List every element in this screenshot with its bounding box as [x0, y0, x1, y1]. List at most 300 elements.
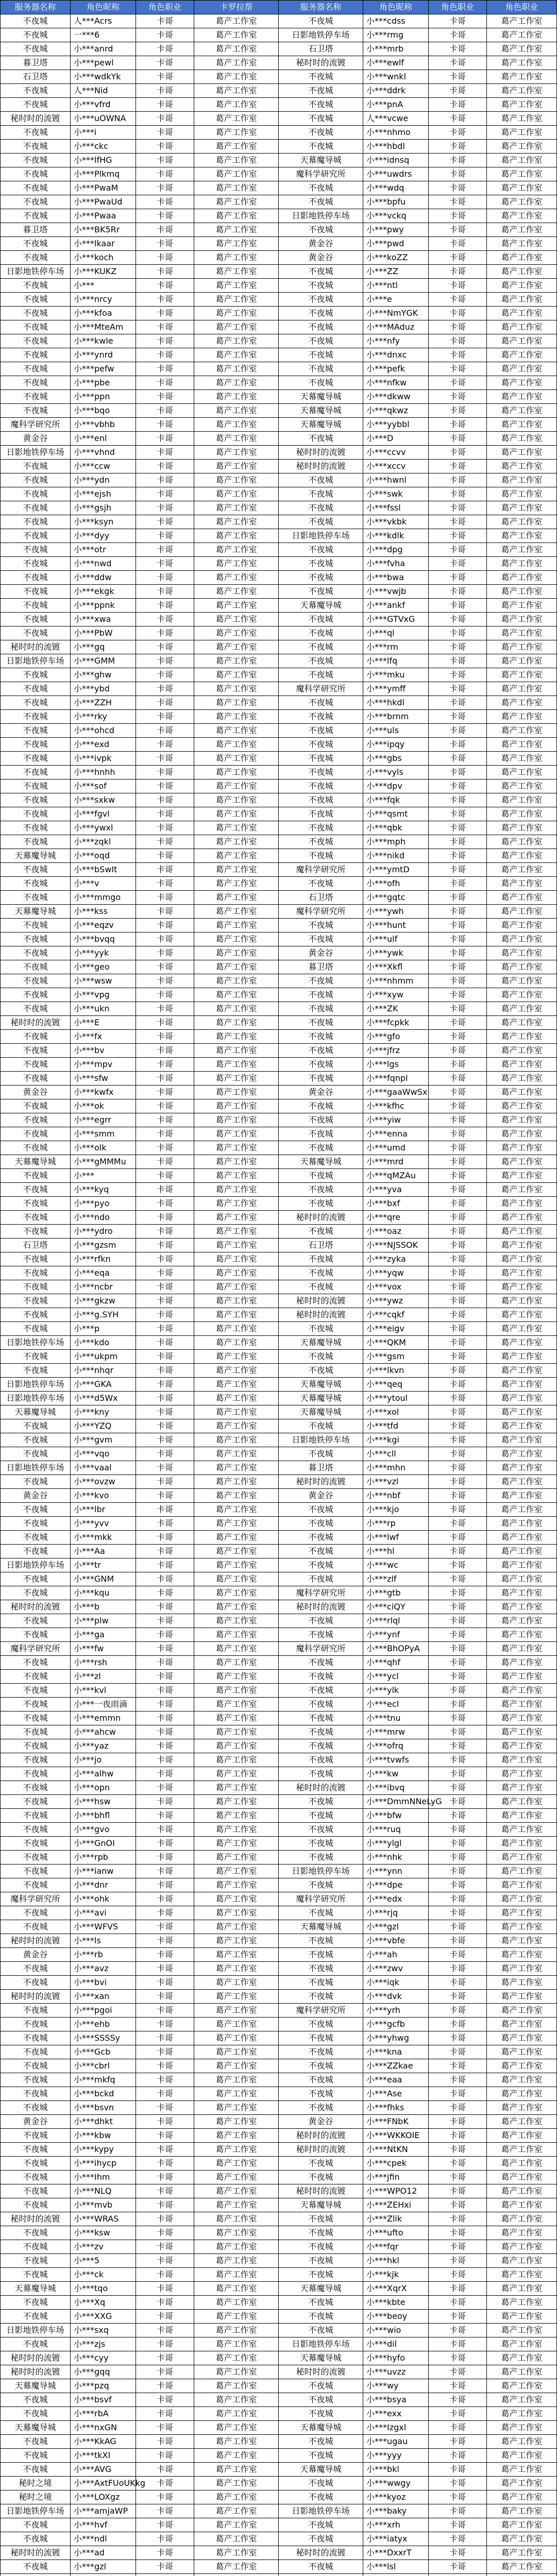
cell-guild-right[interactable]: 葛产工作室 [487, 251, 557, 265]
cell-class-right[interactable]: 卡哥 [429, 1545, 487, 1558]
cell-guild[interactable]: 葛产工作室 [194, 70, 279, 84]
cell-guild-right[interactable]: 葛产工作室 [487, 946, 557, 960]
cell-nickname-right[interactable]: 小***vwjb [363, 585, 429, 599]
cell-nickname[interactable]: 小***KUKZ [71, 265, 136, 279]
cell-nickname-right[interactable]: 小***ycl [363, 1670, 429, 1684]
cell-class[interactable]: 卡哥 [136, 2171, 194, 2184]
cell-server[interactable]: 不夜城 [1, 2435, 71, 2449]
cell-server-right[interactable]: 天幕魔导城 [279, 1378, 363, 1392]
cell-class[interactable]: 卡哥 [136, 988, 194, 1002]
cell-server-right[interactable]: 不夜城 [279, 2296, 363, 2310]
cell-guild[interactable]: 葛产工作室 [194, 2337, 279, 2351]
cell-guild-right[interactable]: 葛产工作室 [487, 279, 557, 293]
cell-server-right[interactable]: 不夜城 [279, 126, 363, 140]
cell-nickname[interactable]: 小***hnhh [71, 766, 136, 779]
cell-server[interactable]: 不夜城 [1, 2226, 71, 2240]
cell-nickname[interactable]: 小***gsjh [71, 501, 136, 515]
cell-guild-right[interactable]: 葛产工作室 [487, 1976, 557, 1990]
cell-class[interactable]: 卡哥 [136, 626, 194, 640]
cell-server[interactable]: 不夜城 [1, 501, 71, 515]
cell-server-right[interactable]: 不夜城 [279, 1837, 363, 1851]
cell-class-right[interactable]: 卡哥 [429, 1364, 487, 1378]
cell-server[interactable]: 不夜城 [1, 209, 71, 223]
cell-guild-right[interactable]: 葛产工作室 [487, 1711, 557, 1725]
cell-class[interactable]: 卡哥 [136, 2018, 194, 2031]
cell-guild[interactable]: 葛产工作室 [194, 334, 279, 348]
col-header-class-2[interactable]: 角色职业 [429, 1, 487, 14]
cell-class[interactable]: 卡哥 [136, 1405, 194, 1419]
cell-guild[interactable]: 葛产工作室 [194, 1475, 279, 1489]
cell-class[interactable]: 卡哥 [136, 2337, 194, 2351]
cell-class-right[interactable]: 卡哥 [429, 654, 487, 668]
cell-nickname[interactable]: 小***ndl [71, 2532, 136, 2546]
cell-nickname-right[interactable]: 小***NJSSOK [363, 1239, 429, 1252]
cell-nickname[interactable]: 小***egrr [71, 1113, 136, 1127]
cell-guild[interactable]: 葛产工作室 [194, 1642, 279, 1656]
cell-guild[interactable]: 葛产工作室 [194, 821, 279, 835]
cell-server-right[interactable]: 不夜城 [279, 487, 363, 501]
cell-class[interactable]: 卡哥 [136, 1865, 194, 1878]
cell-nickname[interactable]: 小***ZZH [71, 696, 136, 710]
cell-nickname-right[interactable]: 小***dpg [363, 543, 429, 557]
cell-class[interactable]: 卡哥 [136, 2254, 194, 2268]
cell-class-right[interactable]: 卡哥 [429, 1002, 487, 1016]
cell-guild-right[interactable]: 葛产工作室 [487, 1183, 557, 1197]
cell-class-right[interactable]: 卡哥 [429, 2240, 487, 2254]
cell-nickname[interactable]: 小***bckd [71, 2087, 136, 2101]
cell-class-right[interactable]: 卡哥 [429, 1976, 487, 1990]
cell-class[interactable]: 卡哥 [136, 2282, 194, 2296]
cell-server-right[interactable]: 不夜城 [279, 1252, 363, 1266]
cell-nickname-right[interactable]: 小***vckq [363, 209, 429, 223]
cell-nickname[interactable]: 小***bqo [71, 404, 136, 418]
cell-nickname-right[interactable]: 小***nbf [363, 1489, 429, 1503]
cell-guild-right[interactable]: 葛产工作室 [487, 2171, 557, 2184]
cell-guild[interactable]: 葛产工作室 [194, 2449, 279, 2463]
cell-server[interactable]: 暮卫塔 [1, 223, 71, 237]
cell-guild[interactable]: 葛产工作室 [194, 2310, 279, 2324]
cell-class-right[interactable]: 卡哥 [429, 863, 487, 877]
cell-nickname[interactable]: 小***vaal [71, 1461, 136, 1475]
cell-guild-right[interactable]: 葛产工作室 [487, 696, 557, 710]
cell-server-right[interactable]: 秘时时的流镀 [279, 1308, 363, 1322]
cell-server[interactable]: 不夜城 [1, 1169, 71, 1183]
cell-guild-right[interactable]: 葛产工作室 [487, 1948, 557, 1962]
cell-guild-right[interactable]: 葛产工作室 [487, 1642, 557, 1656]
cell-server[interactable]: 不夜城 [1, 2296, 71, 2310]
cell-nickname-right[interactable]: 小***brnm [363, 710, 429, 724]
cell-server-right[interactable]: 不夜城 [279, 696, 363, 710]
cell-nickname-right[interactable]: 小***baky [363, 2504, 429, 2518]
cell-server-right[interactable]: 秘时时的流镀 [279, 1475, 363, 1489]
cell-class[interactable]: 卡哥 [136, 1225, 194, 1239]
cell-guild[interactable] [194, 2574, 279, 2576]
cell-guild-right[interactable]: 葛产工作室 [487, 1364, 557, 1378]
cell-server-right[interactable]: 不夜城 [279, 376, 363, 390]
col-header-server-1[interactable]: 服务器名称 [1, 1, 71, 14]
cell-nickname-right[interactable]: 小***iatyx [363, 2532, 429, 2546]
cell-guild-right[interactable]: 葛产工作室 [487, 2282, 557, 2296]
cell-nickname-right[interactable]: 小***nfy [363, 334, 429, 348]
cell-server[interactable]: 不夜城 [1, 1614, 71, 1628]
cell-server-right[interactable]: 不夜城 [279, 1113, 363, 1127]
cell-guild[interactable]: 葛产工作室 [194, 515, 279, 529]
cell-server[interactable]: 不夜城 [1, 320, 71, 334]
cell-nickname-right[interactable]: 小***lkvn [363, 1364, 429, 1378]
cell-server-right[interactable]: 石卫塔 [279, 42, 363, 56]
cell-class-right[interactable]: 卡哥 [429, 1767, 487, 1781]
cell-server[interactable]: 不夜城 [1, 571, 71, 585]
cell-server-right[interactable]: 不夜城 [279, 2031, 363, 2045]
cell-server[interactable]: 魔科学研究所 [1, 1642, 71, 1656]
cell-class-right[interactable]: 卡哥 [429, 209, 487, 223]
cell-server-right[interactable]: 不夜城 [279, 2560, 363, 2574]
cell-nickname[interactable]: 小***alhw [71, 1767, 136, 1781]
cell-guild-right[interactable]: 葛产工作室 [487, 821, 557, 835]
cell-server-right[interactable]: 不夜城 [279, 1503, 363, 1517]
cell-class-right[interactable]: 卡哥 [429, 1558, 487, 1572]
cell-nickname-right[interactable]: 小***vbfe [363, 1934, 429, 1948]
cell-nickname-right[interactable]: 小***ofh [363, 877, 429, 891]
cell-class-right[interactable]: 卡哥 [429, 251, 487, 265]
cell-server[interactable]: 不夜城 [1, 1725, 71, 1739]
cell-nickname[interactable]: 小***tr [71, 1558, 136, 1572]
cell-class-right[interactable]: 卡哥 [429, 1517, 487, 1531]
cell-guild[interactable]: 葛产工作室 [194, 696, 279, 710]
cell-server[interactable]: 不夜城 [1, 919, 71, 933]
cell-server[interactable]: 不夜城 [1, 613, 71, 626]
cell-server-right[interactable]: 不夜城 [279, 1141, 363, 1155]
cell-guild-right[interactable]: 葛产工作室 [487, 2351, 557, 2365]
cell-server[interactable]: 不夜城 [1, 2045, 71, 2059]
cell-guild[interactable]: 葛产工作室 [194, 1753, 279, 1767]
cell-nickname-right[interactable]: 小***D [363, 432, 429, 446]
cell-guild[interactable]: 葛产工作室 [194, 1558, 279, 1572]
cell-server-right[interactable]: 不夜城 [279, 2254, 363, 2268]
cell-server[interactable]: 不夜城 [1, 1920, 71, 1934]
cell-guild-right[interactable]: 葛产工作室 [487, 265, 557, 279]
cell-nickname-right[interactable]: 小***XqrX [363, 2282, 429, 2296]
cell-guild[interactable]: 葛产工作室 [194, 571, 279, 585]
cell-class-right[interactable]: 卡哥 [429, 2365, 487, 2379]
cell-nickname-right[interactable]: 小***BhOPyA [363, 1642, 429, 1656]
cell-class[interactable]: 卡哥 [136, 682, 194, 696]
cell-class-right[interactable]: 卡哥 [429, 2212, 487, 2226]
cell-class[interactable]: 卡哥 [136, 1016, 194, 1030]
cell-class-right[interactable]: 卡哥 [429, 571, 487, 585]
cell-nickname-right[interactable]: 小***qbk [363, 821, 429, 835]
cell-nickname-right[interactable]: 小***mph [363, 835, 429, 849]
cell-guild-right[interactable]: 葛产工作室 [487, 654, 557, 668]
cell-nickname[interactable]: 小***nrcy [71, 293, 136, 307]
cell-nickname-right[interactable]: 小***bfw [363, 1809, 429, 1823]
cell-guild-right[interactable]: 葛产工作室 [487, 404, 557, 418]
cell-guild[interactable]: 葛产工作室 [194, 1865, 279, 1878]
cell-guild[interactable]: 葛产工作室 [194, 1350, 279, 1364]
cell-guild-right[interactable]: 葛产工作室 [487, 362, 557, 376]
cell-server-right[interactable]: 不夜城 [279, 710, 363, 724]
cell-guild-right[interactable]: 葛产工作室 [487, 779, 557, 793]
cell-server[interactable]: 不夜城 [1, 1294, 71, 1308]
cell-server[interactable]: 不夜城 [1, 1684, 71, 1698]
cell-guild-right[interactable]: 葛产工作室 [487, 1211, 557, 1225]
cell-guild[interactable]: 葛产工作室 [194, 1447, 279, 1461]
cell-server-right[interactable]: 不夜城 [279, 1795, 363, 1809]
cell-server[interactable]: 不夜城 [1, 1141, 71, 1155]
cell-guild-right[interactable]: 葛产工作室 [487, 2337, 557, 2351]
cell-class-right[interactable]: 卡哥 [429, 793, 487, 807]
cell-nickname[interactable]: 小***sfw [71, 1072, 136, 1086]
cell-server[interactable]: 不夜城 [1, 376, 71, 390]
cell-nickname-right[interactable]: 小***Zlik [363, 2212, 429, 2226]
cell-server-right[interactable]: 魔科学研究所 [279, 167, 363, 181]
cell-server-right[interactable]: 秘时时的流镀 [279, 2143, 363, 2157]
cell-nickname-right[interactable]: 小***bpfu [363, 195, 429, 209]
cell-guild-right[interactable]: 葛产工作室 [487, 446, 557, 460]
cell-nickname[interactable]: 小***wdkYk [71, 70, 136, 84]
cell-guild[interactable]: 葛产工作室 [194, 2198, 279, 2212]
cell-guild[interactable]: 葛产工作室 [194, 251, 279, 265]
cell-class-right[interactable]: 卡哥 [429, 1169, 487, 1183]
cell-server-right[interactable]: 不夜城 [279, 1322, 363, 1336]
cell-server[interactable]: 秘时时的流镀 [1, 1990, 71, 2004]
cell-server[interactable]: 不夜城 [1, 1072, 71, 1086]
cell-server-right[interactable]: 不夜城 [279, 2393, 363, 2407]
cell-guild[interactable]: 葛产工作室 [194, 1837, 279, 1851]
cell-guild-right[interactable]: 葛产工作室 [487, 1614, 557, 1628]
cell-server[interactable]: 不夜城 [1, 557, 71, 571]
cell-nickname-right[interactable]: 小***ylgl [363, 1837, 429, 1851]
cell-server-right[interactable]: 不夜城 [279, 2435, 363, 2449]
cell-server-right[interactable]: 黄金谷 [279, 1086, 363, 1099]
cell-server[interactable]: 不夜城 [1, 1656, 71, 1670]
cell-class-right[interactable]: 卡哥 [429, 1781, 487, 1795]
cell-nickname-right[interactable]: 小***pwy [363, 223, 429, 237]
cell-class-right[interactable]: 卡哥 [429, 2184, 487, 2198]
cell-server[interactable]: 不夜城 [1, 293, 71, 307]
cell-class[interactable]: 卡哥 [136, 2184, 194, 2198]
cell-class[interactable]: 卡哥 [136, 766, 194, 779]
cell-guild[interactable]: 葛产工作室 [194, 348, 279, 362]
cell-server[interactable]: 不夜城 [1, 1711, 71, 1725]
cell-class[interactable]: 卡哥 [136, 2157, 194, 2171]
cell-class-right[interactable]: 卡哥 [429, 2421, 487, 2435]
cell-nickname-right[interactable]: 小***wwgy [363, 2477, 429, 2490]
cell-server-right[interactable]: 天幕魔导城 [279, 154, 363, 167]
cell-guild-right[interactable]: 葛产工作室 [487, 2532, 557, 2546]
cell-server-right[interactable]: 日影地铁停车场 [279, 2337, 363, 2351]
col-header-server-2[interactable]: 服务器名称 [279, 1, 363, 14]
cell-server[interactable]: 不夜城 [1, 2101, 71, 2115]
cell-class[interactable]: 卡哥 [136, 2393, 194, 2407]
cell-class[interactable]: 卡哥 [136, 362, 194, 376]
cell-server-right[interactable]: 不夜城 [279, 1350, 363, 1364]
cell-guild[interactable]: 葛产工作室 [194, 1183, 279, 1197]
cell-class[interactable]: 卡哥 [136, 446, 194, 460]
cell-nickname-right[interactable]: 小***kgi [363, 1433, 429, 1447]
cell-nickname-right[interactable]: 小***hkl [363, 2254, 429, 2268]
cell-nickname[interactable]: 小***ukpm [71, 1350, 136, 1364]
cell-server-right[interactable]: 不夜城 [279, 654, 363, 668]
cell-nickname[interactable]: 小***kdo [71, 1336, 136, 1350]
cell-nickname-right[interactable]: 小***kjk [363, 2268, 429, 2282]
cell-server[interactable]: 日影地铁停车场 [1, 265, 71, 279]
cell-class[interactable]: 卡哥 [136, 390, 194, 404]
cell-server-right[interactable]: 不夜城 [279, 348, 363, 362]
cell-server-right[interactable]: 不夜城 [279, 1266, 363, 1280]
cell-server[interactable]: 不夜城 [1, 933, 71, 946]
cell-class-right[interactable]: 卡哥 [429, 1336, 487, 1350]
cell-server-right[interactable]: 不夜城 [279, 501, 363, 515]
cell-class[interactable]: 卡哥 [136, 849, 194, 863]
cell-server[interactable]: 秘时时的流镀 [1, 2365, 71, 2379]
cell-guild-right[interactable]: 葛产工作室 [487, 2296, 557, 2310]
cell-guild[interactable]: 葛产工作室 [194, 2463, 279, 2477]
cell-guild[interactable]: 葛产工作室 [194, 2351, 279, 2365]
cell-server[interactable]: 不夜城 [1, 682, 71, 696]
cell-class-right[interactable]: 卡哥 [429, 835, 487, 849]
cell-class[interactable]: 卡哥 [136, 293, 194, 307]
cell-class-right[interactable]: 卡哥 [429, 2157, 487, 2171]
cell-class-right[interactable]: 卡哥 [429, 1920, 487, 1934]
cell-server[interactable]: 不夜城 [1, 1266, 71, 1280]
cell-class[interactable]: 卡哥 [136, 167, 194, 181]
cell-nickname-right[interactable]: 小***pwd [363, 237, 429, 251]
cell-nickname[interactable]: 小***lbr [71, 1503, 136, 1517]
cell-nickname[interactable]: 小***zl [71, 1670, 136, 1684]
cell-nickname-right[interactable]: 小***fqr [363, 2240, 429, 2254]
cell-class-right[interactable]: 卡哥 [429, 1308, 487, 1322]
cell-server-right[interactable]: 不夜城 [279, 543, 363, 557]
cell-nickname[interactable]: 小***avi [71, 1906, 136, 1920]
cell-nickname-right[interactable]: 小***lgs [363, 1058, 429, 1072]
cell-server[interactable]: 不夜城 [1, 585, 71, 599]
cell-nickname[interactable]: 小***kwfx [71, 1086, 136, 1099]
cell-class-right[interactable]: 卡哥 [429, 668, 487, 682]
cell-class[interactable]: 卡哥 [136, 181, 194, 195]
cell-server-right[interactable]: 不夜城 [279, 1197, 363, 1211]
cell-guild[interactable]: 葛产工作室 [194, 28, 279, 42]
cell-nickname-right[interactable]: 小***dnxc [363, 348, 429, 362]
cell-nickname-right[interactable]: 小***beoy [363, 2310, 429, 2324]
cell-class[interactable]: 卡哥 [136, 1558, 194, 1572]
cell-server-right[interactable]: 不夜城 [279, 1823, 363, 1837]
cell-server-right[interactable]: 不夜城 [279, 2240, 363, 2254]
cell-class[interactable]: 卡哥 [136, 56, 194, 70]
cell-nickname-right[interactable]: 小***idnsq [363, 154, 429, 167]
cell-server[interactable]: 不夜城 [1, 1419, 71, 1433]
cell-class-right[interactable]: 卡哥 [429, 154, 487, 167]
cell-class-right[interactable]: 卡哥 [429, 1837, 487, 1851]
cell-class-right[interactable]: 卡哥 [429, 2532, 487, 2546]
cell-class-right[interactable]: 卡哥 [429, 1239, 487, 1252]
cell-class-right[interactable]: 卡哥 [429, 1378, 487, 1392]
cell-server[interactable]: 不夜城 [1, 2073, 71, 2087]
cell-guild[interactable]: 葛产工作室 [194, 2184, 279, 2198]
cell-server[interactable]: 不夜城 [1, 1572, 71, 1586]
cell-class-right[interactable]: 卡哥 [429, 626, 487, 640]
cell-server[interactable]: 日影地铁停车场 [1, 1378, 71, 1392]
cell-class[interactable]: 卡哥 [136, 2198, 194, 2212]
cell-nickname-right[interactable]: 小***ywk [363, 946, 429, 960]
cell-class-right[interactable]: 卡哥 [429, 2031, 487, 2045]
cell-nickname[interactable]: 小***v [71, 877, 136, 891]
cell-server-right[interactable]: 不夜城 [279, 1934, 363, 1948]
cell-guild-right[interactable]: 葛产工作室 [487, 1086, 557, 1099]
cell-class-right[interactable]: 卡哥 [429, 223, 487, 237]
cell-server-right[interactable]: 不夜城 [279, 1058, 363, 1072]
cell-guild-right[interactable]: 葛产工作室 [487, 2087, 557, 2101]
cell-nickname-right[interactable]: 小***koZZ [363, 251, 429, 265]
cell-server[interactable]: 日影地铁停车场 [1, 2504, 71, 2518]
cell-server[interactable]: 不夜城 [1, 529, 71, 543]
cell-guild-right[interactable]: 葛产工作室 [487, 1127, 557, 1141]
cell-server-right[interactable]: 不夜城 [279, 2310, 363, 2324]
cell-class[interactable]: 卡哥 [136, 1183, 194, 1197]
cell-guild[interactable]: 葛产工作室 [194, 42, 279, 56]
cell-nickname-right[interactable]: 小***bsya [363, 2393, 429, 2407]
cell-nickname[interactable]: 小***xwa [71, 613, 136, 626]
cell-server-right[interactable]: 不夜城 [279, 1656, 363, 1670]
cell-guild[interactable]: 葛产工作室 [194, 1976, 279, 1990]
cell-guild-right[interactable]: 葛产工作室 [487, 2101, 557, 2115]
cell-guild-right[interactable]: 葛产工作室 [487, 1252, 557, 1266]
cell-nickname-right[interactable]: 小***nhk [363, 1851, 429, 1865]
cell-guild-right[interactable]: 葛产工作室 [487, 2490, 557, 2504]
cell-server-right[interactable]: 天幕魔导城 [279, 2198, 363, 2212]
cell-server[interactable]: 天幕魔导城 [1, 905, 71, 919]
cell-guild-right[interactable]: 葛产工作室 [487, 487, 557, 501]
cell-class-right[interactable]: 卡哥 [429, 1642, 487, 1656]
cell-server-right[interactable]: 黄金谷 [279, 1489, 363, 1503]
cell-nickname-right[interactable]: 小***GTVxG [363, 613, 429, 626]
cell-guild-right[interactable]: 葛产工作室 [487, 460, 557, 473]
cell-server-right[interactable]: 日影地铁停车场 [279, 2504, 363, 2518]
cell-guild[interactable]: 葛产工作室 [194, 668, 279, 682]
cell-class-right[interactable]: 卡哥 [429, 2296, 487, 2310]
cell-server-right[interactable]: 不夜城 [279, 1739, 363, 1753]
cell-nickname[interactable]: 小*** [71, 279, 136, 293]
cell-nickname[interactable]: 小***pbe [71, 376, 136, 390]
cell-guild[interactable]: 葛产工作室 [194, 1433, 279, 1447]
cell-nickname[interactable]: 小***ck [71, 2268, 136, 2282]
cell-class-right[interactable]: 卡哥 [429, 2379, 487, 2393]
cell-class-right[interactable]: 卡哥 [429, 1503, 487, 1517]
cell-server-right[interactable]: 天幕魔导城 [279, 1155, 363, 1169]
cell-guild-right[interactable]: 葛产工作室 [487, 2143, 557, 2157]
cell-nickname-right[interactable]: 小***ipqy [363, 738, 429, 752]
cell-server[interactable]: 不夜城 [1, 1127, 71, 1141]
cell-guild[interactable]: 葛产工作室 [194, 1308, 279, 1322]
cell-class[interactable]: 卡哥 [136, 1739, 194, 1753]
cell-guild-right[interactable]: 葛产工作室 [487, 1503, 557, 1517]
cell-guild-right[interactable]: 葛产工作室 [487, 2073, 557, 2087]
cell-server[interactable]: 不夜城 [1, 877, 71, 891]
cell-guild-right[interactable]: 葛产工作室 [487, 529, 557, 543]
cell-nickname-right[interactable]: 小***qre [363, 1211, 429, 1225]
cell-nickname[interactable]: 小***5 [71, 2254, 136, 2268]
cell-guild-right[interactable]: 葛产工作室 [487, 2393, 557, 2407]
cell-nickname-right[interactable]: 小***pefk [363, 362, 429, 376]
cell-nickname-right[interactable]: 小***wy [363, 2379, 429, 2393]
cell-nickname[interactable] [71, 2574, 136, 2576]
col-header-nickname-1[interactable]: 角色昵称 [71, 1, 136, 14]
cell-server[interactable]: 天幕魔导城 [1, 2421, 71, 2435]
cell-guild-right[interactable] [487, 2574, 557, 2576]
cell-server-right[interactable]: 不夜城 [279, 293, 363, 307]
cell-class[interactable]: 卡哥 [136, 42, 194, 56]
cell-class[interactable]: 卡哥 [136, 2546, 194, 2560]
